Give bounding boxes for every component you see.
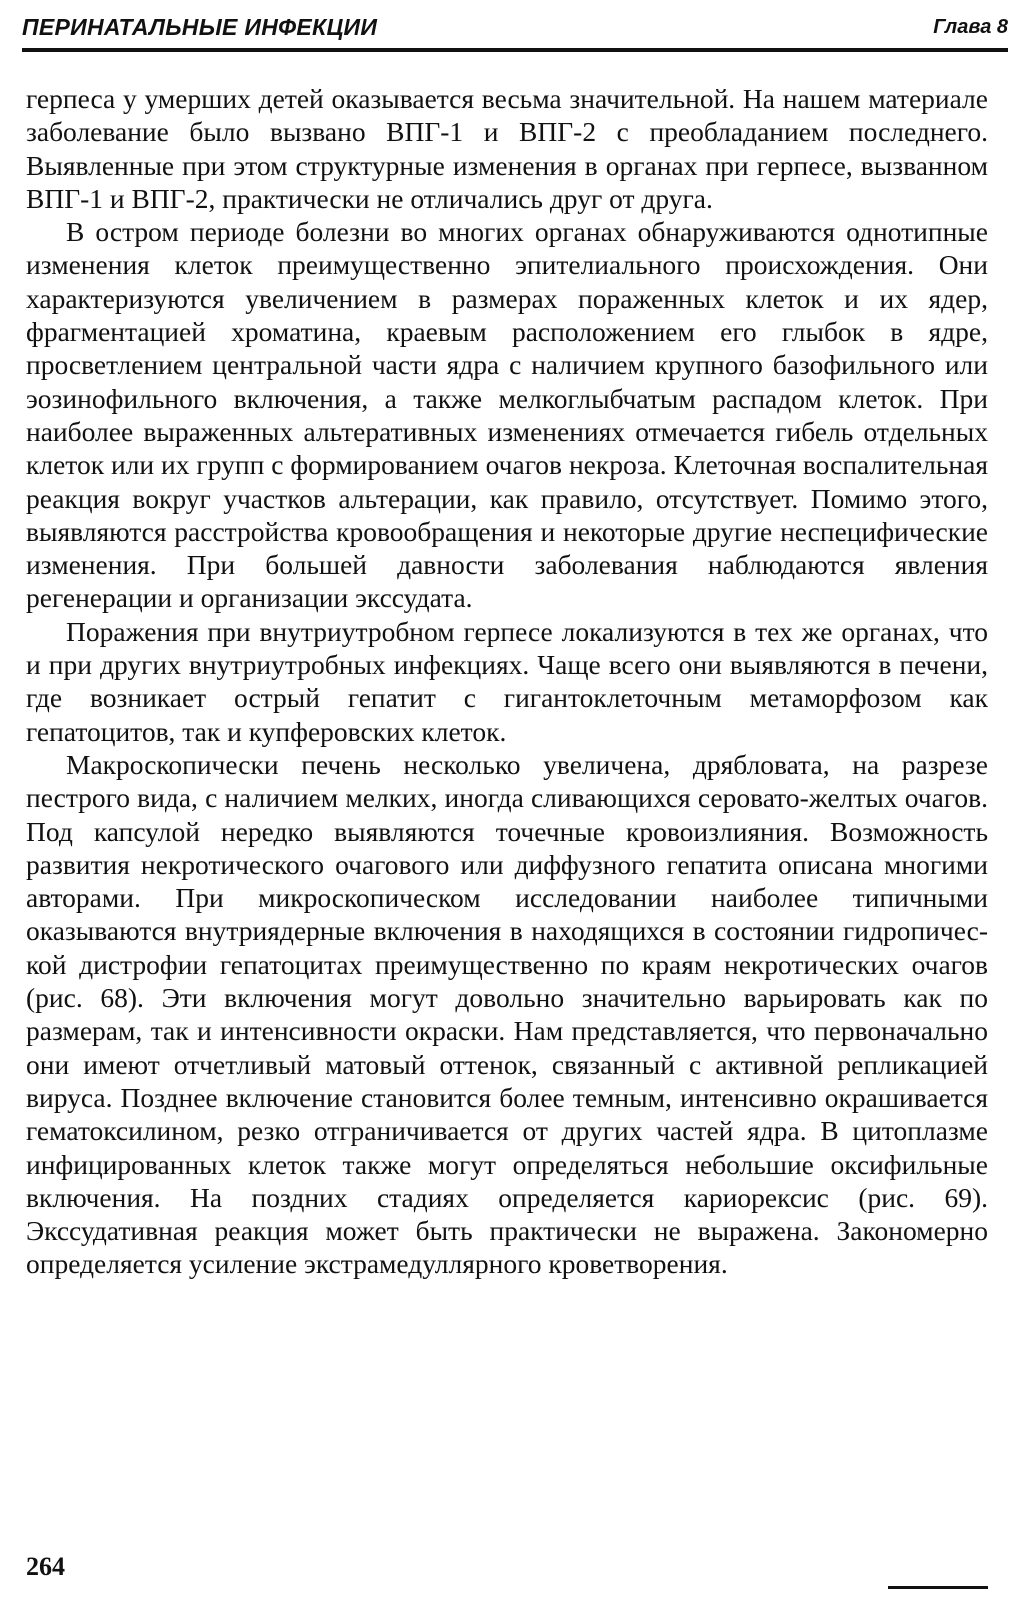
running-head-chapter: Глава 8 <box>933 16 1008 38</box>
paragraph: В остром периоде болезни во многих органах обнаруживаются однотипные изменения клеток преимущественно эпителиального происхождения. Они характеризуются увеличением в размерах пораженных клеток и их ядер, фрагментацией хроматина, краевым расположением его глыбок в ядре, просветлением центральной части ядра с наличием крупного базофильного или эозинофильного включения, а также мелкоглыбчатым распадом клеток. При наиболее выраженных альтеративных изменениях отмечается гибель отдельных клеток или их групп с формированием очагов некроза. Клеточная воспалительная реакция вокруг участков альтерации, как правило, отсутствует. Помимо этого, выявляются расстройства кровообращения и некоторые другие неспецифические изменения. При большей давности заболевания наблюдаются явления регенерации и организации экссудата. <box>26 216 988 614</box>
header-rule <box>22 48 1008 52</box>
paragraph: Макроскопически печень несколько увеличена, дрябловата, на разрезе пестрого вида, с наличием мелких, иногда сливающихся серовато-желтых очагов. Под капсулой нередко выявляются точечные кровоизлияния. Возможность развития некротического очагового или диффузного гепатита описана многими авторами. При микроскопическом исследовании наиболее типичными оказываются внутриядерные включения в находящихся в состоянии гидропической дистрофии гепатоцитах преимущественно по краям некротических очагов (рис. 68). Эти включения могут довольно значительно варьировать как по размерам, так и интенсивности окраски. Нам представляется, что первоначально они имеют отчетливый матовый оттенок, связанный с активной репликацией вируса. Позднее включение становится более темным, интенсивно окрашивается гематоксилином, резко отграничивается от других частей ядра. В цитоплазме инфицированных клеток также могут определяться небольшие оксифильные включения. На поздних стадиях определяется кариорексис (рис. 69). Экссудативная реакция может быть практически не выражена. Закономерно определяется усиление экстрамедуллярного кроветворения. <box>26 748 988 1280</box>
footer-rule <box>888 1586 988 1589</box>
running-head-title: ПЕРИНАТАЛЬНЫЕ ИНФЕКЦИИ <box>22 14 378 40</box>
paragraph: герпеса у умерших детей оказывается весьма значительной. На нашем материале заболевание было вызвано ВПГ-1 и ВПГ-2 с преобладанием последнего. Выявленные при этом структурные изменения в органах при герпесе, вызванном ВПГ-1 и ВПГ-2, практически не отличались друг от друга. <box>26 83 988 214</box>
paragraph: Поражения при внутриутробном герпесе локализуются в тех же органах, что и при других внутриутробных инфекциях. Чаще всего они выявляются в печени, где возникает острый гепатит с гигантоклеточным метаморфозом как гепатоцитов, так и купферовских клеток. <box>26 615 988 747</box>
page-number: 264 <box>26 1552 65 1581</box>
body-text <box>26 82 988 1281</box>
running-head <box>22 14 1008 44</box>
